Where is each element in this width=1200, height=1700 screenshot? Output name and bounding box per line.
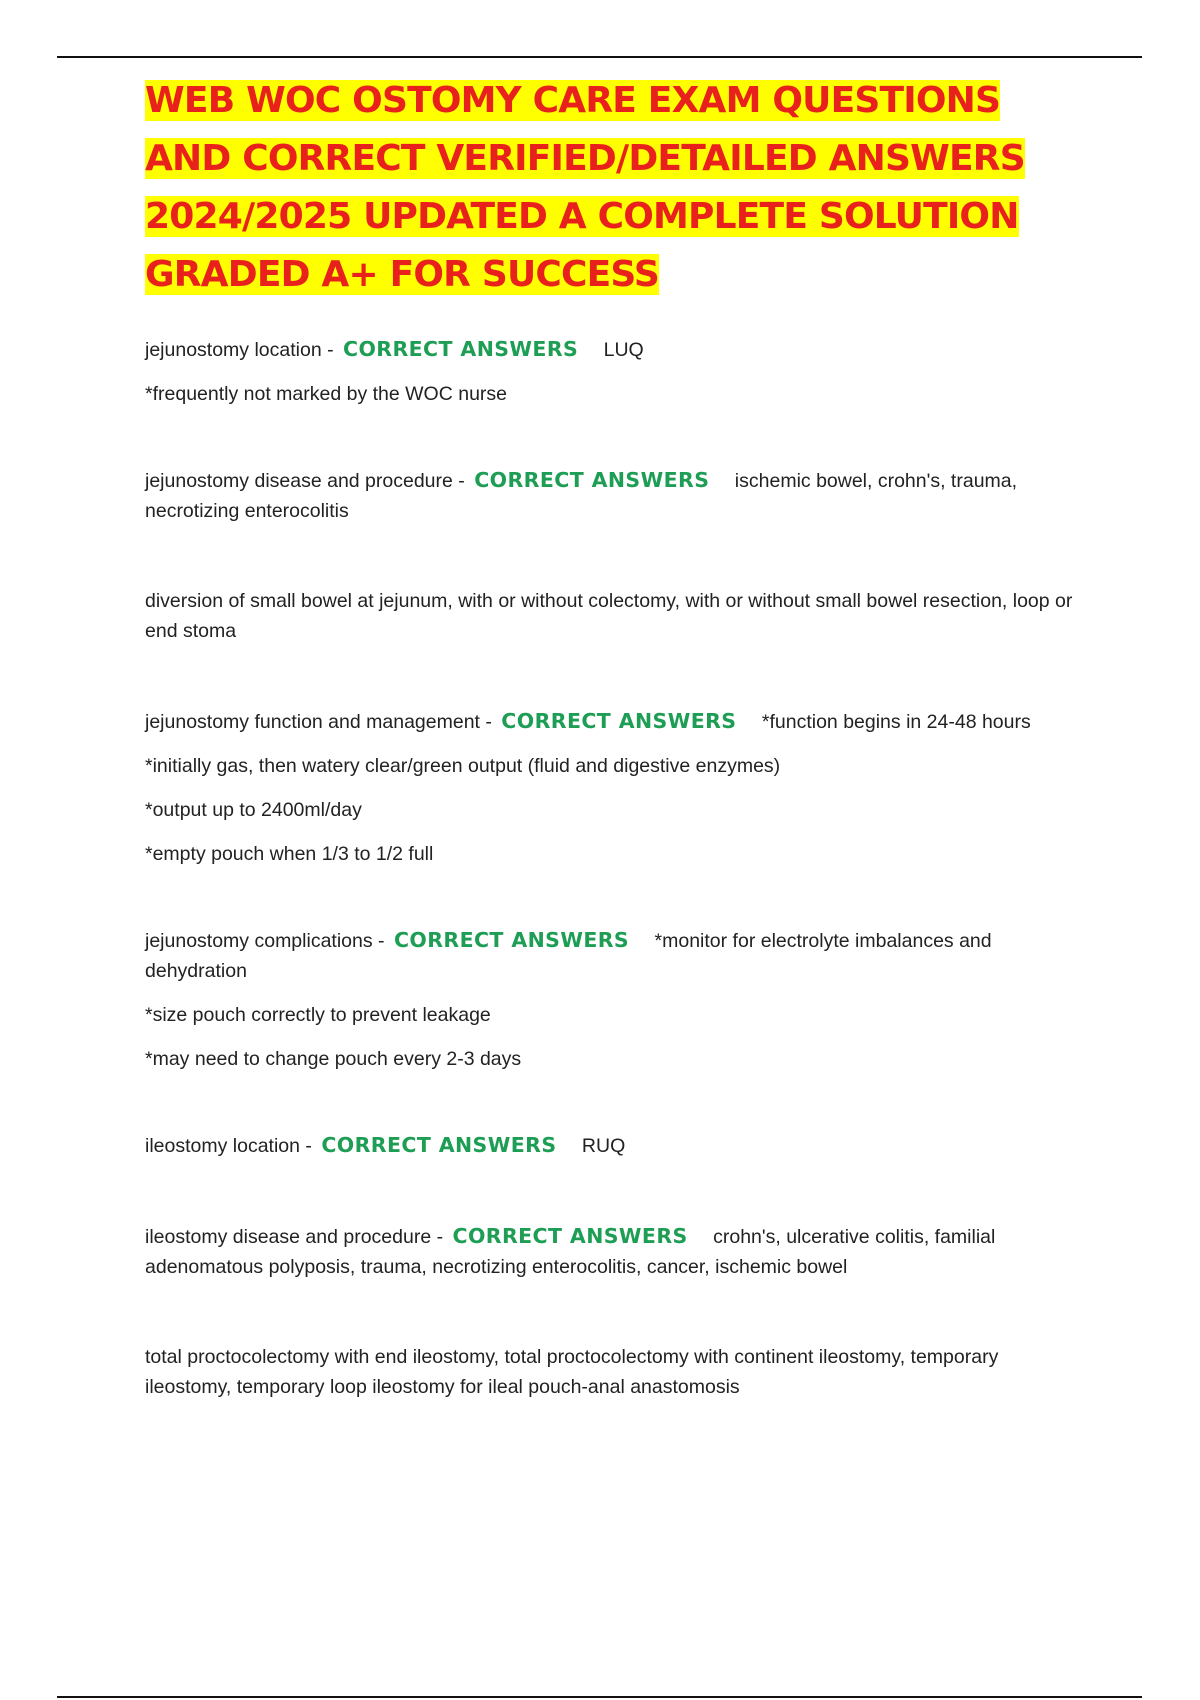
answer-text: crohn's, ulcerative colitis, familial adenomatous polyposis, trauma, necrotizing enterocolitis, cancer, ischemic bowel <box>145 1226 996 1278</box>
answer-text: RUQ <box>581 1135 626 1157</box>
correct-answers-label: CORRECT ANSWERS <box>321 1133 557 1157</box>
document-title-text: WEB WOC OSTOMY CARE EXAM QUESTIONS AND CORRECT VERIFIED/DETAILED ANSWERS 2024/2025 UPDATED A COMPLETE SOLUTION GRADED A+ FOR SUCCESS <box>145 80 1025 295</box>
body-paragraph: total proctocolectomy with end ileostomy, total proctocolectomy with continent ileostomy, temporary ileostomy, temporary loop ileostomy for ileal pouch-anal anastomosis <box>145 1346 999 1398</box>
correct-answers-label: CORRECT ANSWERS <box>393 928 630 952</box>
document-title <box>145 72 1090 304</box>
answer-note: *may need to change pouch every 2-3 days <box>145 1048 522 1070</box>
correct-answers-label: CORRECT ANSWERS <box>474 468 710 492</box>
question-text: jejunostomy function and management - <box>145 711 492 733</box>
qa-item-ileostomy-disease <box>145 1221 1090 1282</box>
qa-item-jejunostomy-disease <box>145 465 1090 526</box>
answer-text: LUQ <box>603 339 644 361</box>
question-text: jejunostomy location - <box>145 339 334 361</box>
answer-note: *frequently not marked by the WOC nurse <box>145 383 507 405</box>
qa-item-ileostomy-location <box>145 1130 1090 1161</box>
document-body <box>145 72 1090 1402</box>
qa-item-jejunostomy-complications <box>145 925 1090 986</box>
body-paragraph: diversion of small bowel at jejunum, with or without colectomy, with or without small bowel resection, loop or end stoma <box>145 590 1073 642</box>
answer-text: *monitor for electrolyte imbalances and dehydration <box>145 930 992 982</box>
question-text: ileostomy location - <box>145 1135 312 1157</box>
answer-note: *output up to 2400ml/day <box>145 799 362 821</box>
answer-note: *size pouch correctly to prevent leakage <box>145 1004 491 1026</box>
answer-note: *initially gas, then watery clear/green output (fluid and digestive enzymes) <box>145 755 781 777</box>
qa-item-jejunostomy-function <box>145 706 1090 737</box>
answer-note: *empty pouch when 1/3 to 1/2 full <box>145 843 434 865</box>
correct-answers-label: CORRECT ANSWERS <box>501 709 737 733</box>
answer-text: ischemic bowel, crohn's, trauma, necrotizing enterocolitis <box>145 470 1018 522</box>
correct-answers-label: CORRECT ANSWERS <box>343 337 579 361</box>
bottom-rule <box>57 1696 1142 1698</box>
answer-text: *function begins in 24-48 hours <box>761 711 1031 733</box>
top-rule <box>57 56 1142 58</box>
question-text: jejunostomy complications - <box>145 930 385 952</box>
correct-answers-label: CORRECT ANSWERS <box>452 1224 688 1248</box>
qa-item-jejunostomy-location <box>145 334 1090 365</box>
question-text: jejunostomy disease and procedure - <box>145 470 465 492</box>
question-text: ileostomy disease and procedure - <box>145 1226 444 1248</box>
